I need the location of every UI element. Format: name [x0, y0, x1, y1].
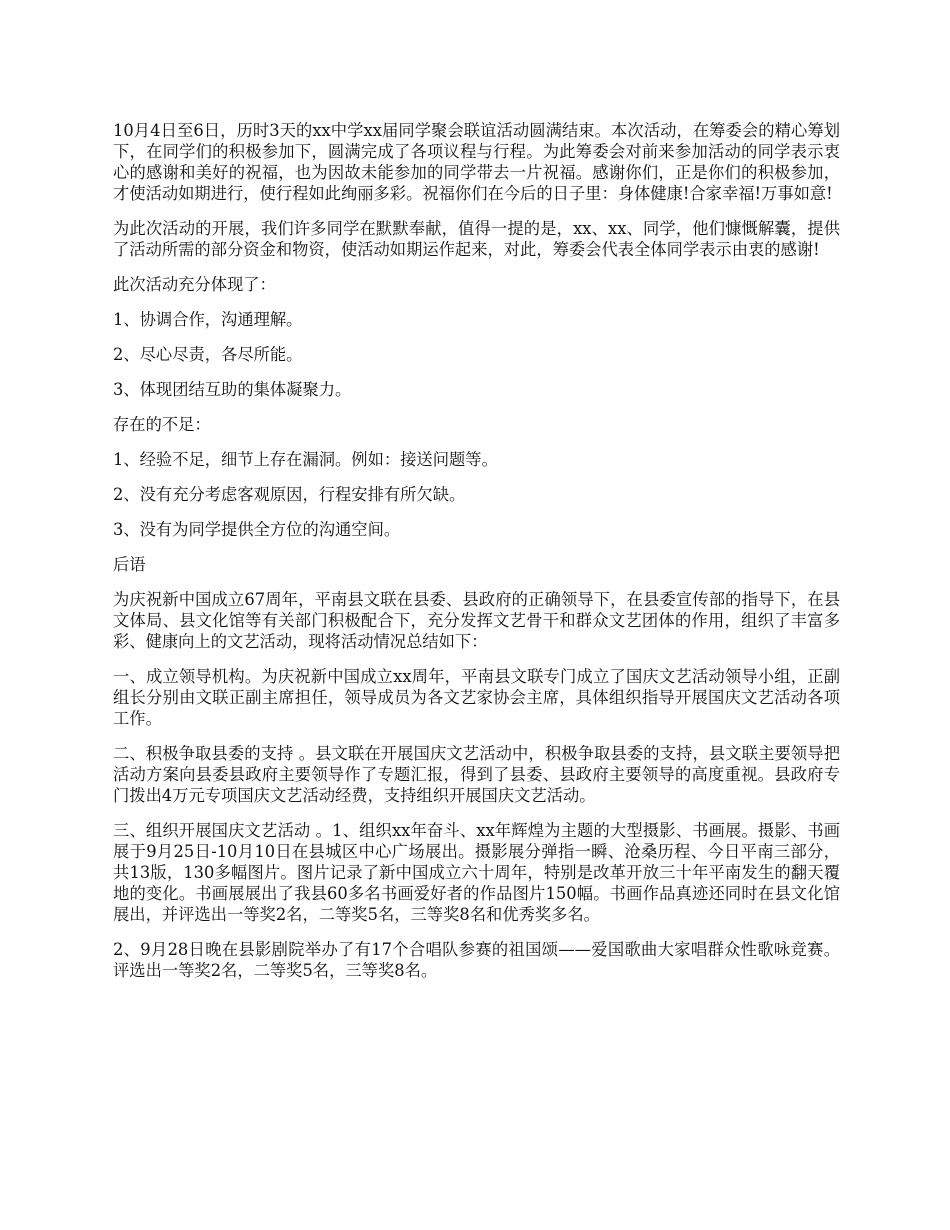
list-item-shortcoming-3: 3、没有为同学提供全方位的沟通空间。	[113, 520, 401, 539]
paragraph-thanks-donors: 为此次活动的开展，我们许多同学在默默奉献，值得一提的是，xx、xx、同学，他们慷慨解囊，提供了活动所需的部分资金和物资，使活动如期运作起来，对此，筹委会代表全体同学表示由衷的感谢!	[113, 219, 840, 259]
list-item-strength-2: 2、尽心尽责，各尽所能。	[113, 345, 303, 364]
paragraph-section-3: 三、组织开展国庆文艺活动 。1、组织xx年奋斗、xx年辉煌为主题的大型摄影、书画展。摄影、书画展于9月25日-10月10日在县城区中心广场展出。摄影展分弹指一瞬、沧桑历程、今日平南三部分，共13版，130多幅图片。图片记录了新中国成立六十周年，特别是改革开放三十年平南发生的翻天覆地的变化。书画展展出了我县60多名书画爱好者的作品图片150幅。书画作品真迹还同时在县文化馆展出，并评选出一等奖2名，二等奖5名，三等奖8名和优秀奖多名。	[113, 821, 840, 924]
paragraph-celebration-intro: 为庆祝新中国成立67周年，平南县文联在县委、县政府的正确领导下，在县委宣传部的指导下，在县文体局、县文化馆等有关部门积极配合下，充分发挥文艺骨干和群众文艺团体的作用，组织了丰富多彩、健康向上的文艺活动，现将活动情况总结如下：	[113, 590, 840, 651]
document-page	[113, 120, 840, 995]
paragraph-section-3-item-2: 2、9月28日晚在县影剧院举办了有17个合唱队参赛的祖国颂——爱国歌曲大家唱群众性歌咏竞赛。评选出一等奖2名，二等奖5名，三等奖8名。	[113, 940, 840, 980]
paragraph-reunion-summary: 10月4日至6日，历时3天的xx中学xx届同学聚会联谊活动圆满结束。本次活动，在筹委会的精心筹划下，在同学们的积极参加下，圆满完成了各项议程与行程。为此筹委会对前来参加活动的同学表示衷心的感谢和美好的祝福，也为因故未能参加的同学带去一片祝福。感谢你们，正是你们的积极参加，才使活动如期进行，使行程如此绚丽多彩。祝福你们在今后的日子里：身体健康!合家幸福!万事如意!	[113, 121, 840, 203]
paragraph-section-1: 一、成立领导机构。为庆祝新中国成立xx周年，平南县文联专门成立了国庆文艺活动领导小组，正副组长分别由文联正副主席担任，领导成员为各文艺家协会主席，具体组织指导开展国庆文艺活动各项工作。	[113, 667, 840, 728]
list-item-strength-3: 3、体现团结互助的集体凝聚力。	[113, 380, 352, 399]
list-item-shortcoming-2: 2、没有充分考虑客观原因，行程安排有所欠缺。	[113, 485, 466, 504]
paragraph-section-2: 二、积极争取县委的支持 。县文联在开展国庆文艺活动中，积极争取县委的支持，县文联主要领导把活动方案向县委县政府主要领导作了专题汇报，得到了县委、县政府主要领导的高度重视。县政府专门拨出4万元专项国庆文艺活动经费，支持组织开展国庆文艺活动。	[113, 744, 840, 805]
list-item-strength-1: 1、协调合作，沟通理解。	[113, 310, 303, 329]
paragraph-reflection-heading: 此次活动充分体现了：	[113, 275, 276, 294]
list-item-shortcoming-1: 1、经验不足，细节上存在漏洞。例如：接送问题等。	[113, 450, 498, 469]
paragraph-afterword: 后语	[113, 555, 146, 574]
paragraph-shortcomings-heading: 存在的不足：	[113, 415, 211, 434]
